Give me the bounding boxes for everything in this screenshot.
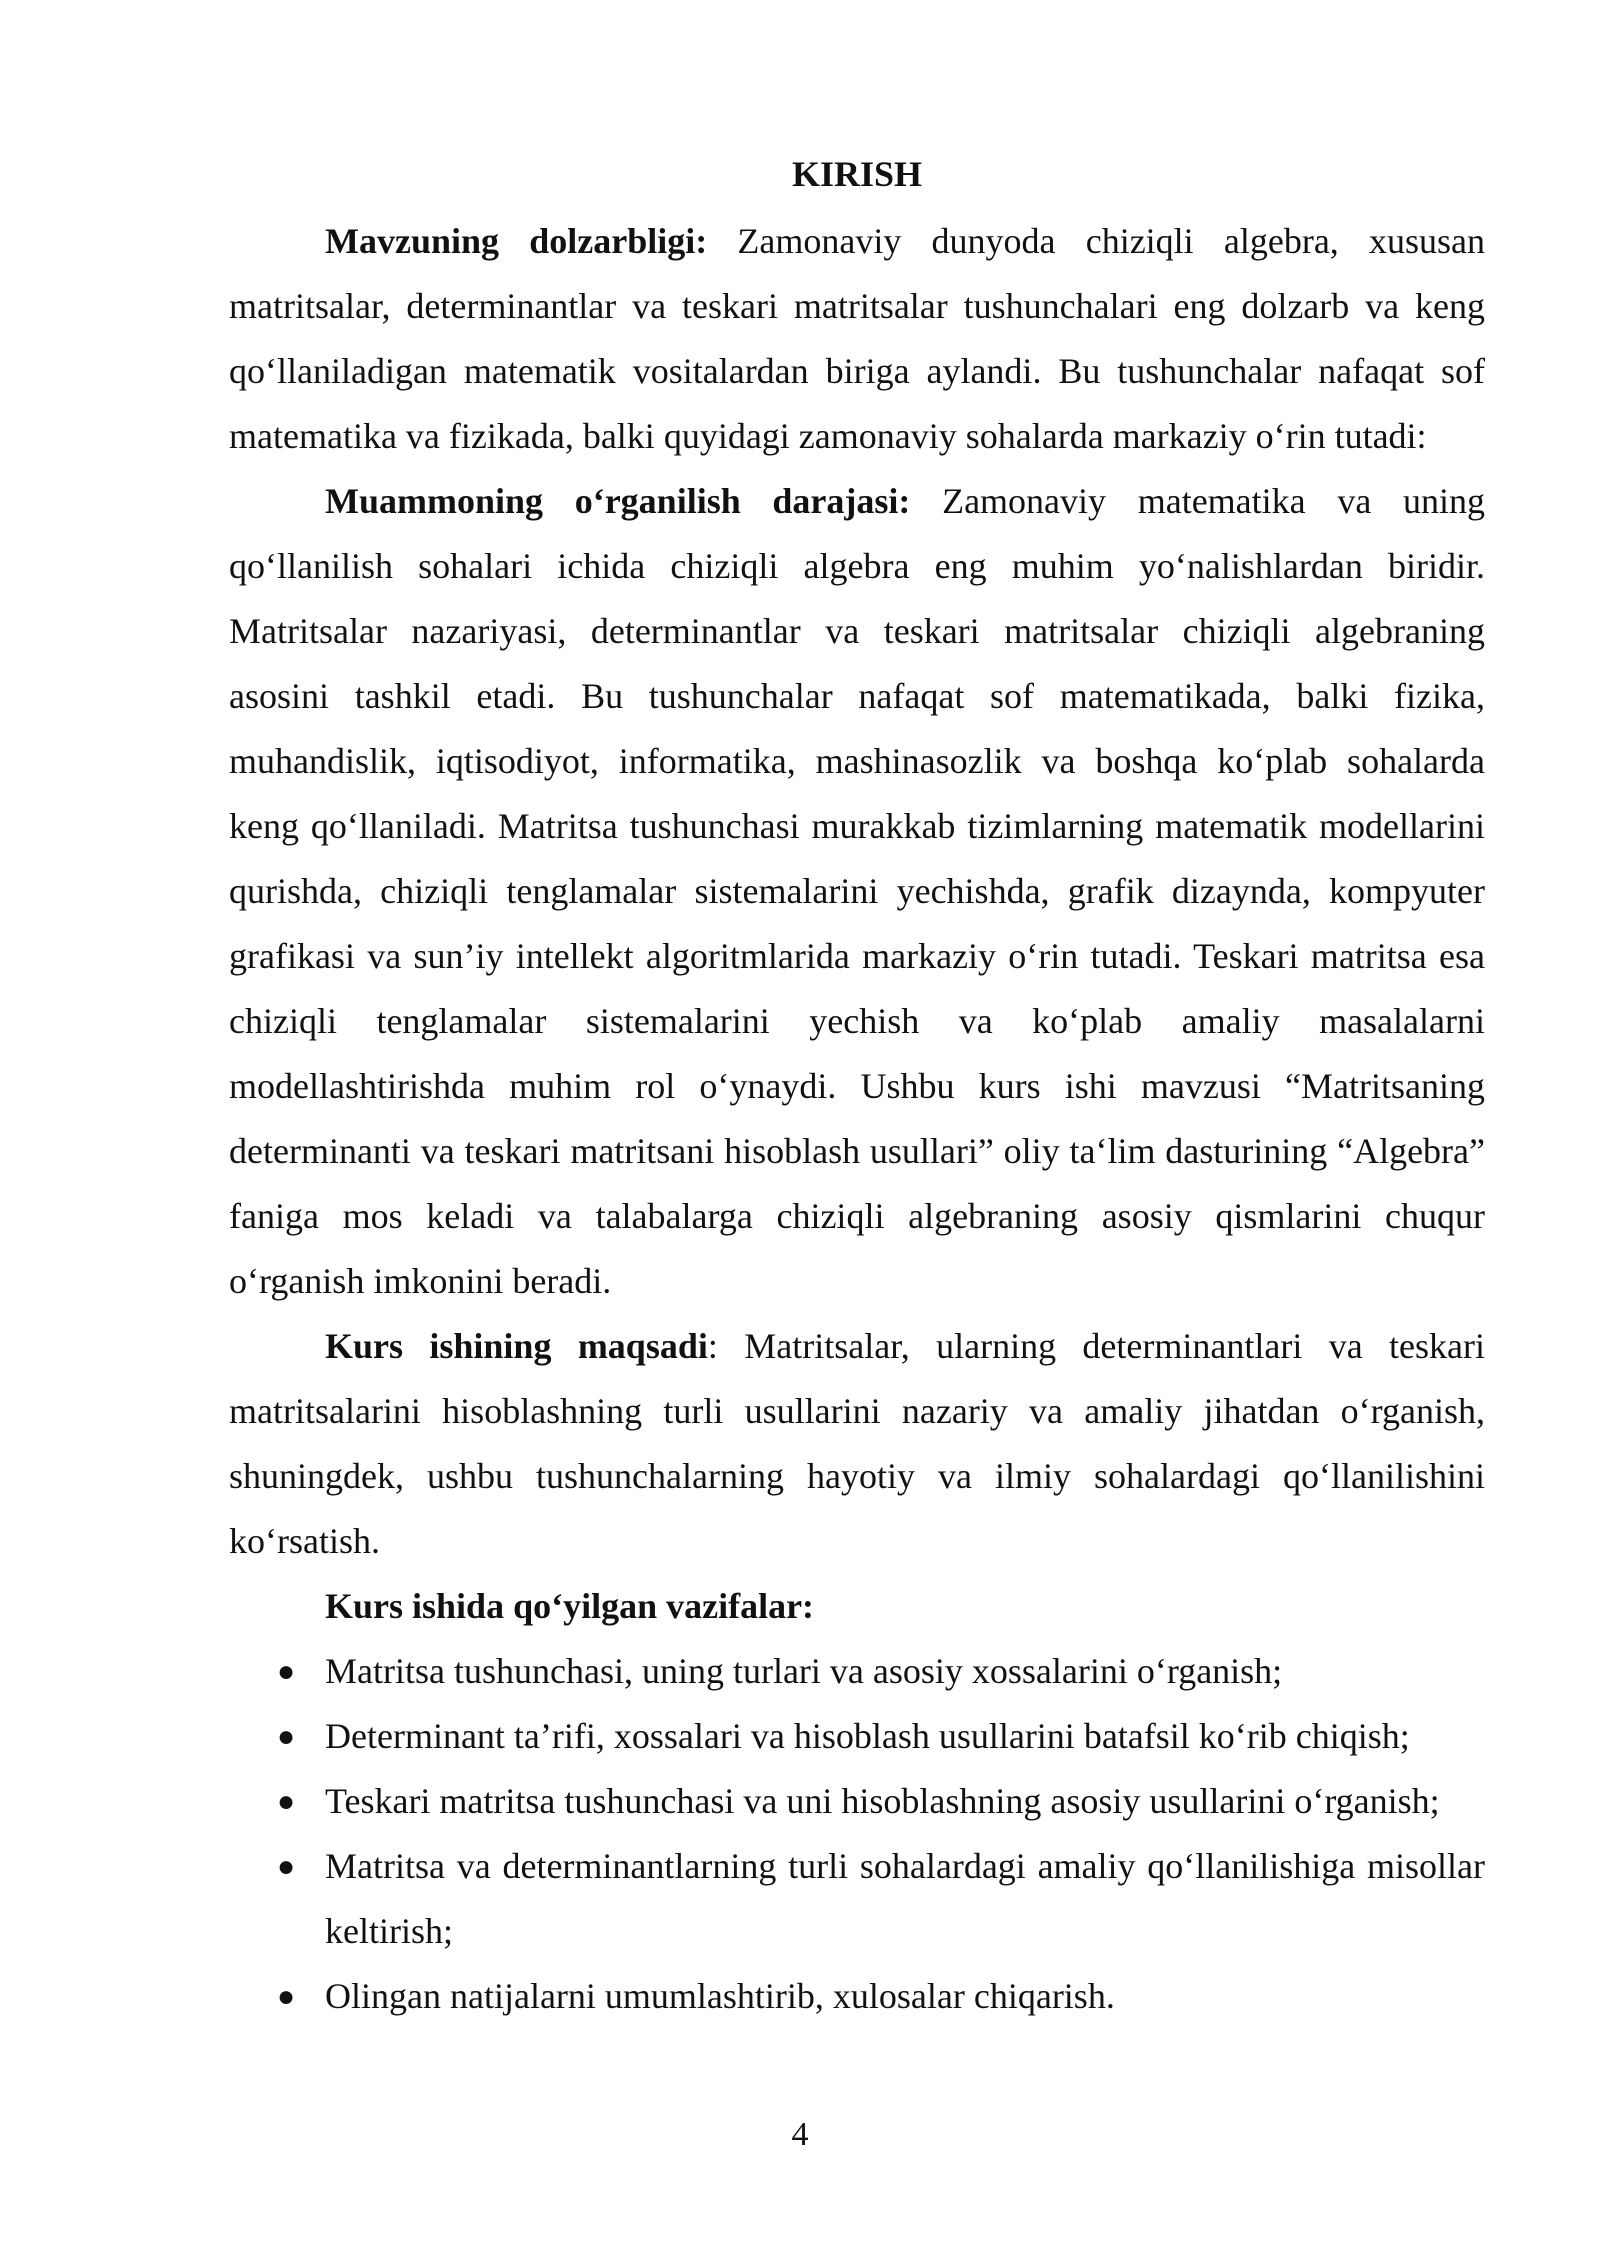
tasks-heading-line [229,1574,1485,1639]
paragraph-study-level-text: Zamonaviy matematika va uning qo‘llanilish sohalari ichida chiziqli algebra eng muhim yo‘nalishlardan biridir. Matritsalar nazariyasi, determinantlar va teskari matritsalar chiziqli algebraning asosini tashkil etadi. Bu tushunchalar nafaqat sof matematikada, balki fizika, muhandislik, iqtisodiyot, informatika, mashinasozlik va boshqa ko‘plab sohalarda keng qo‘llaniladi. Matritsa tushunchasi murakkab tizimlarning matematik modellarini qurishda, chiziqli tenglamalar sistemalarini yechishda, grafik dizaynda, kompyuter grafikasi va sun’iy intellekt algoritmlarida markaziy o‘rin tutadi. Teskari matritsa esa chiziqli tenglamalar sistemalarini yechish va ko‘plab amaliy masalalarni modellashtirishda muhim rol o‘ynaydi. Ushbu kurs ishi mavzusi “Matritsaning determinanti va teskari matritsani hisoblash usullari” oliy ta‘lim dasturining “Algebra” faniga mos keladi va talabalarga chiziqli algebraning asosiy qismlarini chuqur o‘rganish imkonini beradi. [229,481,1485,1301]
bullet-icon: ● [277,1980,296,2013]
paragraph-goal [229,1314,1485,1574]
list-item-text: Teskari matritsa tushunchasi va uni hisoblashning asosiy usullarini o‘rganish; [325,1781,1440,1821]
paragraph-relevance-lead: Mavzuning dolzarbligi: [325,221,708,261]
document-page [229,145,1485,2029]
paragraph-goal-lead: Kurs ishining maqsadi [325,1326,708,1366]
tasks-heading: Kurs ishida qo‘yilgan vazifalar: [325,1586,815,1626]
list-item [229,1964,1485,2029]
paragraph-relevance-text: Zamonaviy dunyoda chiziqli algebra, xususan matritsalar, determinantlar va teskari matritsalar tushunchalari eng dolzarb va keng qo‘llaniladigan matematik vositalardan biriga aylandi. Bu tushunchalar nafaqat sof matematika va fizikada, balki quyidagi zamonaviy sohalarda markaziy o‘rin tutadi: [229,221,1485,456]
list-item [229,1639,1485,1704]
bullet-icon: ● [277,1785,296,1818]
bullet-icon: ● [277,1655,296,1688]
page-number: 4 [791,2116,809,2153]
list-item-text: Matritsa tushunchasi, uning turlari va asosiy xossalarini o‘rganish; [325,1651,1283,1691]
paragraph-study-level-lead: Muammoning o‘rganilish darajasi: [325,481,911,521]
bullet-icon: ● [277,1850,296,1883]
list-item [229,1769,1485,1834]
list-item-text: Olingan natijalarni umumlashtirib, xulosalar chiqarish. [325,1976,1115,2016]
list-item [229,1704,1485,1769]
list-item [229,1834,1485,1964]
paragraph-study-level [229,469,1485,1314]
tasks-list [229,1639,1485,2029]
section-title: KIRISH [791,154,923,194]
list-item-text: Determinant ta’rifi, xossalari va hisoblash usullarini batafsil ko‘rib chiqish; [325,1716,1410,1756]
paragraph-relevance [229,209,1485,469]
paragraph-goal-text: : Matritsalar, ularning determinantlari va teskari matritsalarini hisoblashning turli usullarini nazariy va amaliy jihatdan o‘rganish, shuningdek, ushbu tushunchalarning hayotiy va ilmiy sohalardagi qo‘llanilishini ko‘rsatish. [229,1326,1486,1561]
bullet-icon: ● [277,1720,296,1753]
list-item-text: Matritsa va determinantlarning turli sohalardagi amaliy qo‘llanilishiga misollar keltirish; [325,1846,1485,1951]
